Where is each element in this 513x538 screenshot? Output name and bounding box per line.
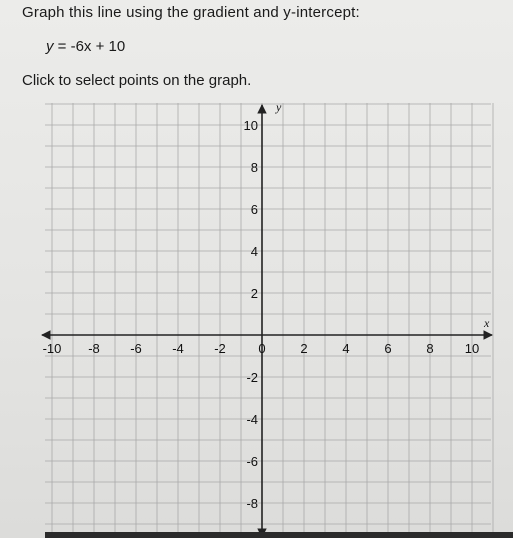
x-tick-label: -10 [42,341,62,356]
y-tick-label: -8 [246,496,258,511]
equation-variable: y [46,38,54,55]
y-tick-label: 8 [250,160,258,175]
y-tick-label: 2 [250,286,258,301]
y-tick-label: -2 [246,370,258,385]
x-tick-label: 6 [384,341,392,356]
x-tick-label: -4 [172,341,184,356]
y-tick-label: 4 [250,244,258,259]
coordinate-graph[interactable] [0,95,513,538]
x-tick-label: 0 [258,341,266,356]
y-axis-label: y [276,100,282,114]
x-tick-label: -8 [88,341,100,356]
x-tick-label: -6 [130,341,142,356]
x-axis-label: x [484,316,490,330]
y-tick-label: -4 [246,412,258,427]
axes [42,105,492,537]
tick-labels [43,100,490,511]
y-tick-label: -6 [246,454,258,469]
equation-expression: = -6x + 10 [57,38,126,55]
line-equation [46,38,125,55]
x-tick-label: 4 [342,341,350,356]
y-tick-label: 6 [250,202,258,217]
x-tick-label: 8 [426,341,434,356]
x-tick-label: 2 [300,341,308,356]
x-tick-label: -2 [214,341,226,356]
y-tick-label: 10 [243,118,258,133]
x-tick-label: 10 [464,341,480,356]
question-prompt: Graph this line using the gradient and y-intercept: [22,4,360,21]
graph-instruction: Click to select points on the graph. [22,72,252,89]
bottom-scroll-bar [45,532,513,538]
grid-lines [42,103,493,532]
